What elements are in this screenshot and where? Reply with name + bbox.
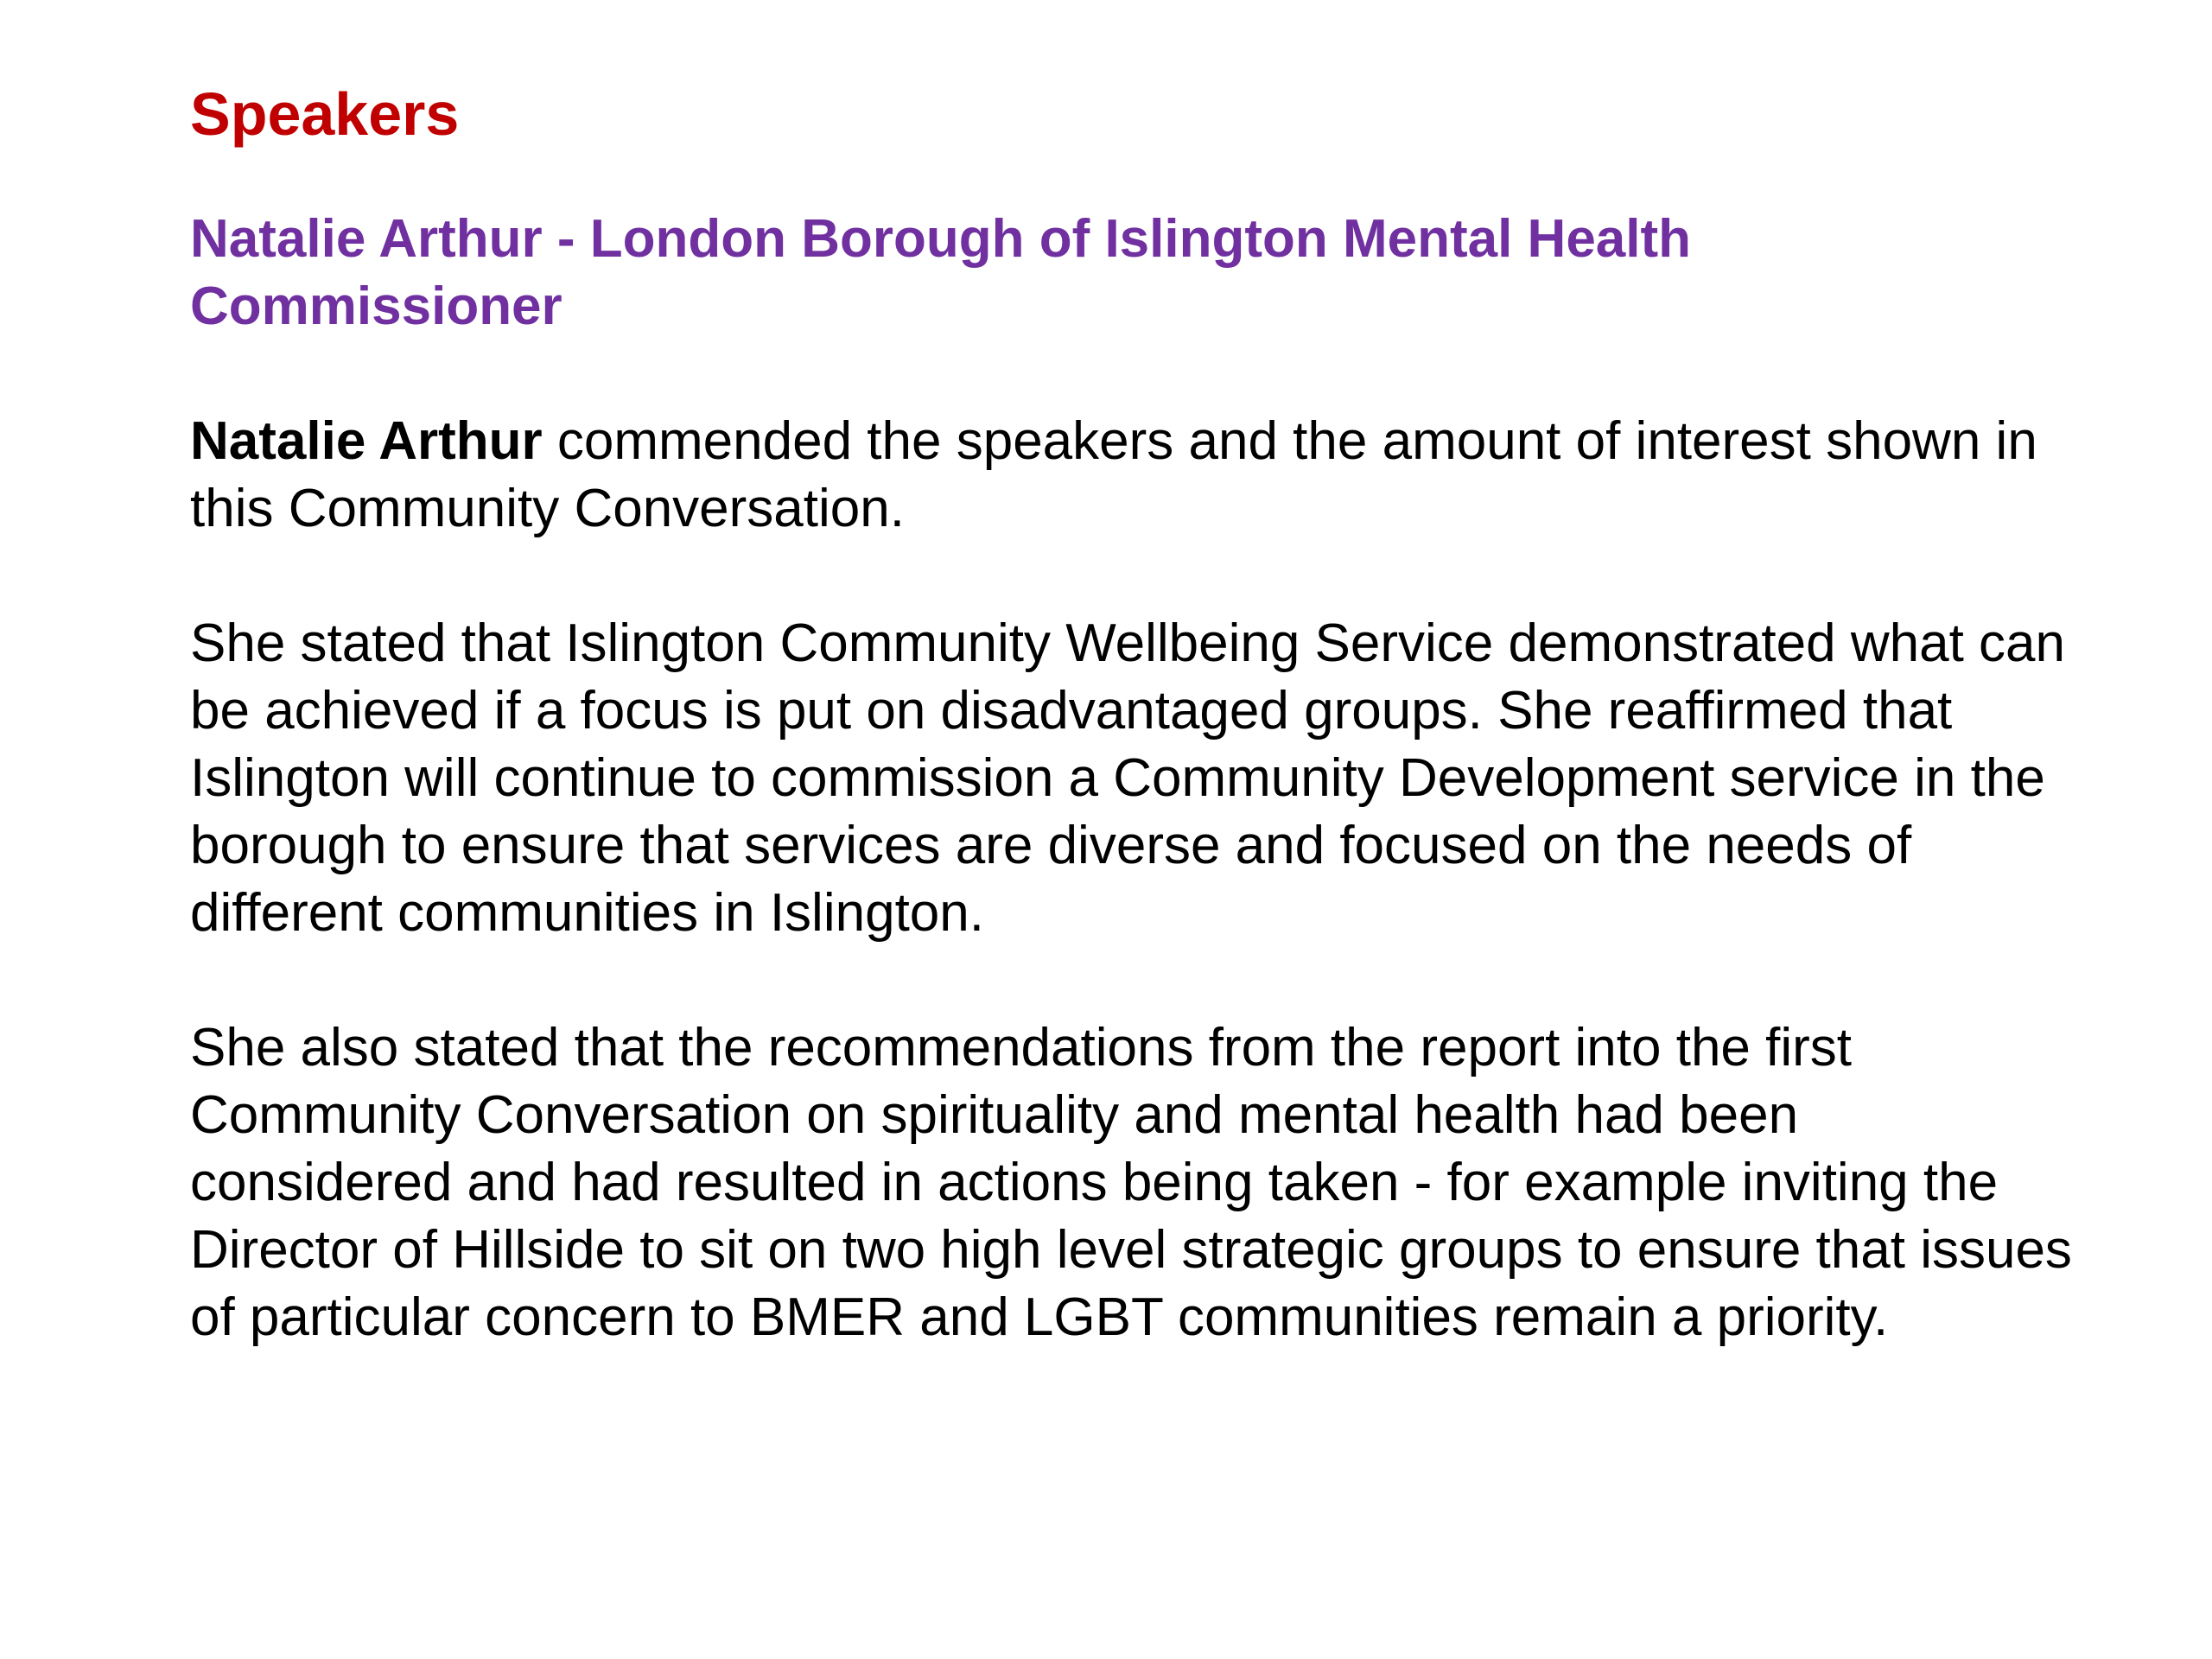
section-title: Speakers [190,80,460,148]
speaker-heading: Natalie Arthur - London Borough of Islington Mental Health Commissioner [190,209,1692,336]
speaker-name-bold: Natalie Arthur [190,411,543,471]
paragraph-intro-text: commended the speakers and the amount of interest shown in this Community Conversation. [190,411,2037,538]
document-page [190,73,2074,1351]
paragraph-recommendations: She also stated that the recommendations from the report into the first Community Conversation on spirituality and mental health had been considered and had resulted in actions being taken - for example inviting the Director of Hillside to sit on two high level strategic groups to ensure that issues of particular concern to BMER and LGBT communities remain a priority. [190,1018,2072,1347]
paragraph-intro [190,408,2074,543]
paragraph-wellbeing-service: She stated that Islington Community Wellbeing Service demonstrated what can be achieved if a focus is put on disadvantaged groups. She reaffirmed that Islington will continue to commission a Community Development service in the borough to ensure that services are diverse and focused on the needs of different communities in Islington. [190,613,2065,943]
